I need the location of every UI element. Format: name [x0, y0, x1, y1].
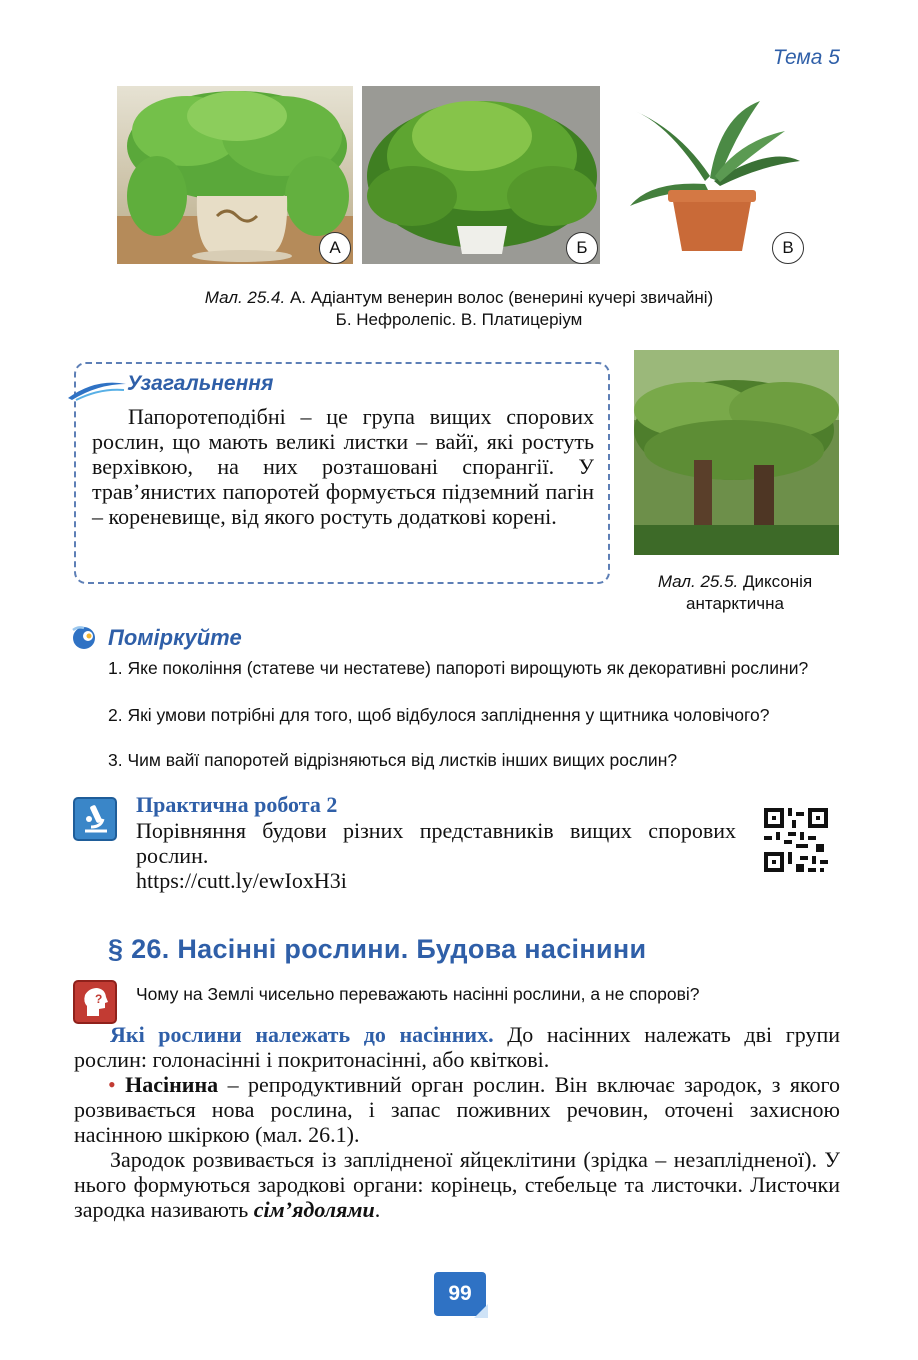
badge-a: А — [319, 232, 351, 264]
microscope-icon — [73, 797, 117, 841]
qr-code[interactable] — [764, 808, 828, 872]
figure-25-5-label: Мал. 25.5. — [657, 572, 739, 591]
summary-swoosh-icon — [66, 374, 128, 402]
badge-b: Б — [566, 232, 598, 264]
photo-dicksonia — [634, 350, 839, 555]
paragraph-3-term: сім’ядолями — [253, 1197, 375, 1222]
paragraph-2-term: Насінина — [125, 1072, 219, 1097]
figure-25-4-caption-line1: А. Адіантум венерин волос (венерині кучері звичайні) — [285, 288, 714, 307]
paragraph-1 — [74, 1022, 840, 1072]
figure-25-5-caption-line2: антарктична — [686, 594, 784, 613]
paragraph-2-bullet: • — [108, 1072, 116, 1097]
think-icon — [70, 624, 100, 652]
figure-25-4-caption-line2: Б. Нефролепіс. В. Платицеріум — [335, 310, 583, 329]
figure-25-5-caption-rest: Диксонія — [738, 572, 813, 591]
question-3 — [74, 749, 840, 771]
question-1 — [74, 657, 840, 679]
topic-label: Тема 5 — [772, 46, 840, 69]
question-3-text: 3. Чим вайї папоротей відрізняються від листків інших вищих рослин? — [108, 750, 678, 770]
paragraph-3-end: . — [374, 1197, 381, 1222]
practical-text: Порівняння будови різних представників вищих спорових рослин. — [136, 818, 736, 868]
section-question: Чому на Землі чисельно переважають насінні рослини, а не спорові? — [136, 984, 700, 1004]
section-title: § 26. Насінні рослини. Будова насінини — [108, 934, 647, 964]
svg-text:?: ? — [95, 992, 103, 1006]
question-2-text: 2. Які умови потрібні для того, щоб відбулося запліднення у щитника чоловічого? — [108, 705, 770, 725]
figure-25-4-caption — [100, 287, 818, 331]
photo-nephrolepis — [362, 86, 600, 264]
photo-platycerium — [610, 86, 806, 264]
think-title: Поміркуйте — [108, 625, 242, 650]
page-corner-fold — [474, 1304, 488, 1318]
paragraph-2 — [74, 1072, 840, 1147]
photo-adiantum — [117, 86, 353, 264]
practical-link[interactable]: https://cutt.ly/ewIoxH3i — [136, 868, 347, 893]
question-head-icon — [73, 980, 117, 1024]
paragraph-3 — [74, 1147, 840, 1222]
badge-v: В — [772, 232, 804, 264]
figure-25-5-caption — [630, 571, 840, 615]
page-number: 99 — [434, 1272, 486, 1316]
paragraph-1-lead: Які рослини належать до насінних. — [110, 1022, 494, 1047]
practical-title: Практична робота 2 — [136, 792, 338, 817]
practical-body — [136, 818, 736, 893]
paragraph-3-text: Зародок розвивається із заплідненої яйцеклітини (зрідка – незаплідненої). У нього формуються зародкові органи: корінець, стебельце та листочки. Листочки зародка називають — [74, 1147, 840, 1222]
summary-text: Папоротеподібні – це група вищих спорових рослин, що мають великі листки – вайї, які ростуть верхівкою, на них розташовані спорангії. У трав’янистих папоротей формується підземний пагін – кореневище, від якого ростуть додаткові корені. — [92, 404, 594, 529]
summary-title: Узагальнення — [127, 372, 274, 395]
paragraph-2-rest: – репродуктивний орган рослин. Він включає зародок, з якого розвивається нова рослина, і запас поживних речовин, оточені захисною насінною шкіркою (мал. 26.1). — [74, 1072, 840, 1147]
paragraph-1-rest: До насінних належать дві групи рослин: голонасінні і покритонасінні, або квіткові. — [74, 1022, 840, 1072]
question-2 — [74, 704, 840, 726]
question-1-text: 1. Яке покоління (статеве чи нестатеве) папороті вирощують як декоративні рослини? — [108, 658, 809, 678]
figure-25-4-label: Мал. 25.4. — [204, 288, 286, 307]
